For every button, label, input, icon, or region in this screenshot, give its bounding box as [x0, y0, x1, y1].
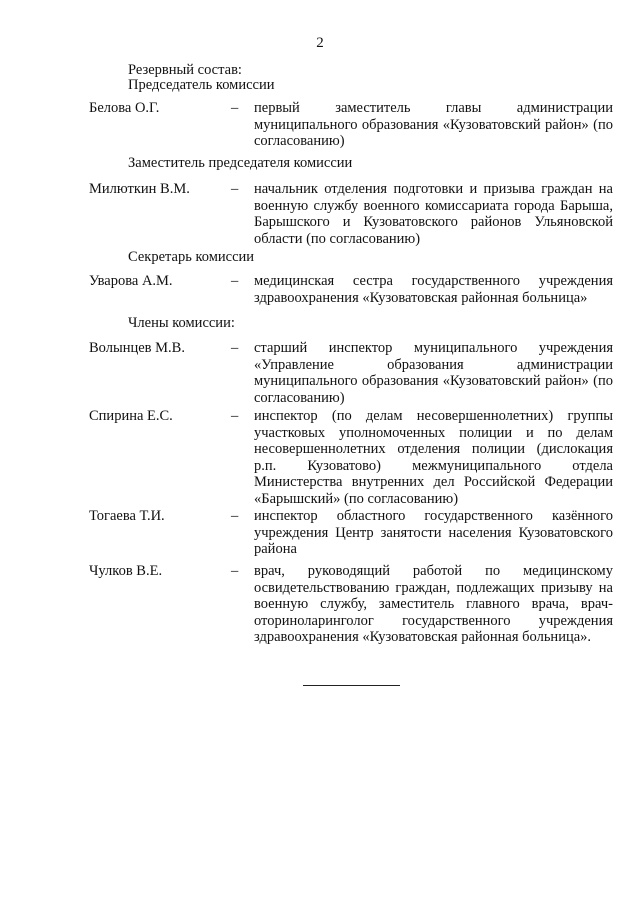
member-name: Милюткин В.М.: [89, 181, 190, 197]
dash-separator: –: [231, 563, 239, 579]
member-name: Спирина Е.С.: [89, 408, 173, 424]
dash-separator: –: [231, 181, 239, 197]
heading-secretary: Секретарь комиссии: [128, 249, 255, 265]
member-position: медицинская сестра государственного учреждения здравоохранения «Кузоватовская районная больница»: [254, 273, 613, 306]
member-name: Чулков В.Е.: [89, 563, 163, 579]
member-name: Тогаева Т.И.: [89, 508, 165, 524]
dash-separator: –: [231, 408, 239, 424]
heading-deputy: Заместитель председателя комиссии: [128, 155, 353, 171]
member-name: Волынцев М.В.: [89, 340, 185, 356]
member-name: Белова О.Г.: [89, 100, 160, 116]
member-position: начальник отделения подготовки и призыва граждан на военную службу военного комиссариата города Барыша, Барышского и Кузоватовского районов Ульяновской области (по согласованию): [254, 181, 613, 247]
dash-separator: –: [231, 100, 239, 116]
heading-reserve: Резервный состав:: [128, 62, 242, 78]
member-position: врач, руководящий работой по медицинскому освидетельствованию граждан, подлежащих призыву на военную службу, заместитель главного врача, врач-оториноларинголог государственного учреждения здравоохранения «Кузоватовская районная больница».: [254, 563, 613, 645]
closing-divider-line: [303, 685, 400, 686]
heading-members: Члены комиссии:: [128, 315, 235, 331]
member-position: инспектор областного государственного казённого учреждения Центр занятости населения Кузоватовского района: [254, 508, 613, 557]
page-number: 2: [316, 35, 324, 51]
member-position: инспектор (по делам несовершеннолетних) группы участковых уполномоченных полиции и по делам несовершеннолетних отделения полиции (дислокация р.п. Кузоватово) межмуниципального отдела Министерства внутренних дел Российской Федерации «Барышский» (по согласованию): [254, 408, 613, 507]
dash-separator: –: [231, 508, 239, 524]
dash-separator: –: [231, 273, 239, 289]
heading-chair: Председатель комиссии: [128, 77, 275, 93]
member-position: первый заместитель главы администрации муниципального образования «Кузоватовский район» (по согласованию): [254, 100, 613, 149]
member-name: Уварова А.М.: [89, 273, 173, 289]
dash-separator: –: [231, 340, 239, 356]
member-position: старший инспектор муниципального учреждения «Управление образования администрации муниципального образования «Кузоватовский район» (по согласованию): [254, 340, 613, 406]
